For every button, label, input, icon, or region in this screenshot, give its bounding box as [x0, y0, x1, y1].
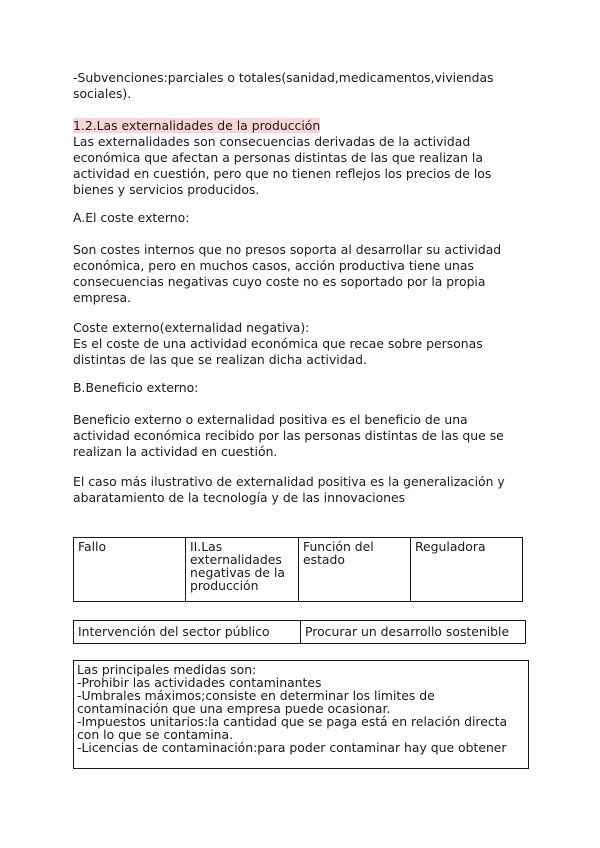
text-line: actividad en cuestión, pero que no tienen reflejos los precios de los	[73, 166, 492, 181]
text-line: Son costes internos que no presos soporta al desarrollar su actividad	[73, 242, 502, 257]
external-benefit-paragraph	[73, 412, 533, 460]
table-cell: II.Las externalidades negativas de la producción	[186, 538, 299, 602]
text-line: bienes y servicios producidos.	[73, 182, 260, 197]
section-heading-text: 1.2.Las externalidades de la producción	[73, 118, 321, 133]
table-row	[74, 538, 523, 602]
text-line: Es el coste de una actividad económica que recae sobre personas	[73, 336, 483, 351]
table-cell: Procurar un desarrollo sostenible	[301, 621, 526, 644]
subsidies-paragraph	[73, 70, 533, 102]
intervention-table	[73, 620, 526, 644]
text-line: contaminación que una empresa puede ocasionar.	[77, 701, 391, 716]
external-cost-title: A.El coste externo:	[73, 210, 190, 225]
section-heading	[73, 118, 533, 134]
text-line: -Subvenciones:parciales o totales(sanidad,medicamentos,viviendas	[73, 70, 494, 85]
text-line: empresa.	[73, 290, 131, 305]
external-cost-paragraph	[73, 242, 533, 306]
text-line: -Prohibir las actividades contaminantes	[77, 675, 322, 690]
measures-box	[73, 660, 529, 769]
positive-externality-example	[73, 474, 533, 506]
table-cell: Función del estado	[299, 538, 411, 602]
externalities-definition	[73, 134, 533, 198]
text-line: Las principales medidas son:	[77, 662, 257, 677]
table-cell: Reguladora	[411, 538, 523, 602]
text-line: Beneficio externo o externalidad positiva es el beneficio de una	[73, 412, 468, 427]
text-line: distintas de las que se realizan dicha actividad.	[73, 352, 367, 367]
negative-externality-definition	[73, 336, 533, 368]
table-cell: Fallo	[74, 538, 186, 602]
text-line: Las externalidades son consecuencias derivadas de la actividad	[73, 134, 471, 149]
negative-externality-subtitle: Coste externo(externalidad negativa):	[73, 320, 310, 335]
text-line: -Impuestos unitarios:la cantidad que se paga está en relación directa	[77, 714, 508, 729]
text-line: realizan la actividad en cuestión.	[73, 444, 278, 459]
text-line: consecuencias negativas cuyo coste no es soportado por la propia	[73, 274, 486, 289]
text-line: -Licencias de contaminación:para poder contaminar hay que obtener	[77, 740, 507, 755]
table-cell: Intervención del sector público	[74, 621, 301, 644]
text-line: económica que afectan a personas distintas de las que realizan la	[73, 150, 483, 165]
text-line: sociales).	[73, 86, 132, 101]
text-line: actividad económica recibido por las personas distintas de las que se	[73, 428, 504, 443]
text-line: con lo que se contamina.	[77, 727, 234, 742]
table-row	[74, 621, 526, 644]
text-line: abaratamiento de la tecnología y de las innovaciones	[73, 490, 406, 505]
external-benefit-title: B.Beneficio externo:	[73, 380, 199, 395]
failure-table	[73, 537, 523, 602]
text-line: económica, pero en muchos casos, acción productiva tiene unas	[73, 258, 474, 273]
text-line: El caso más ilustrativo de externalidad positiva es la generalización y	[73, 474, 505, 489]
text-line: -Umbrales máximos;consiste en determinar los limites de	[77, 688, 435, 703]
